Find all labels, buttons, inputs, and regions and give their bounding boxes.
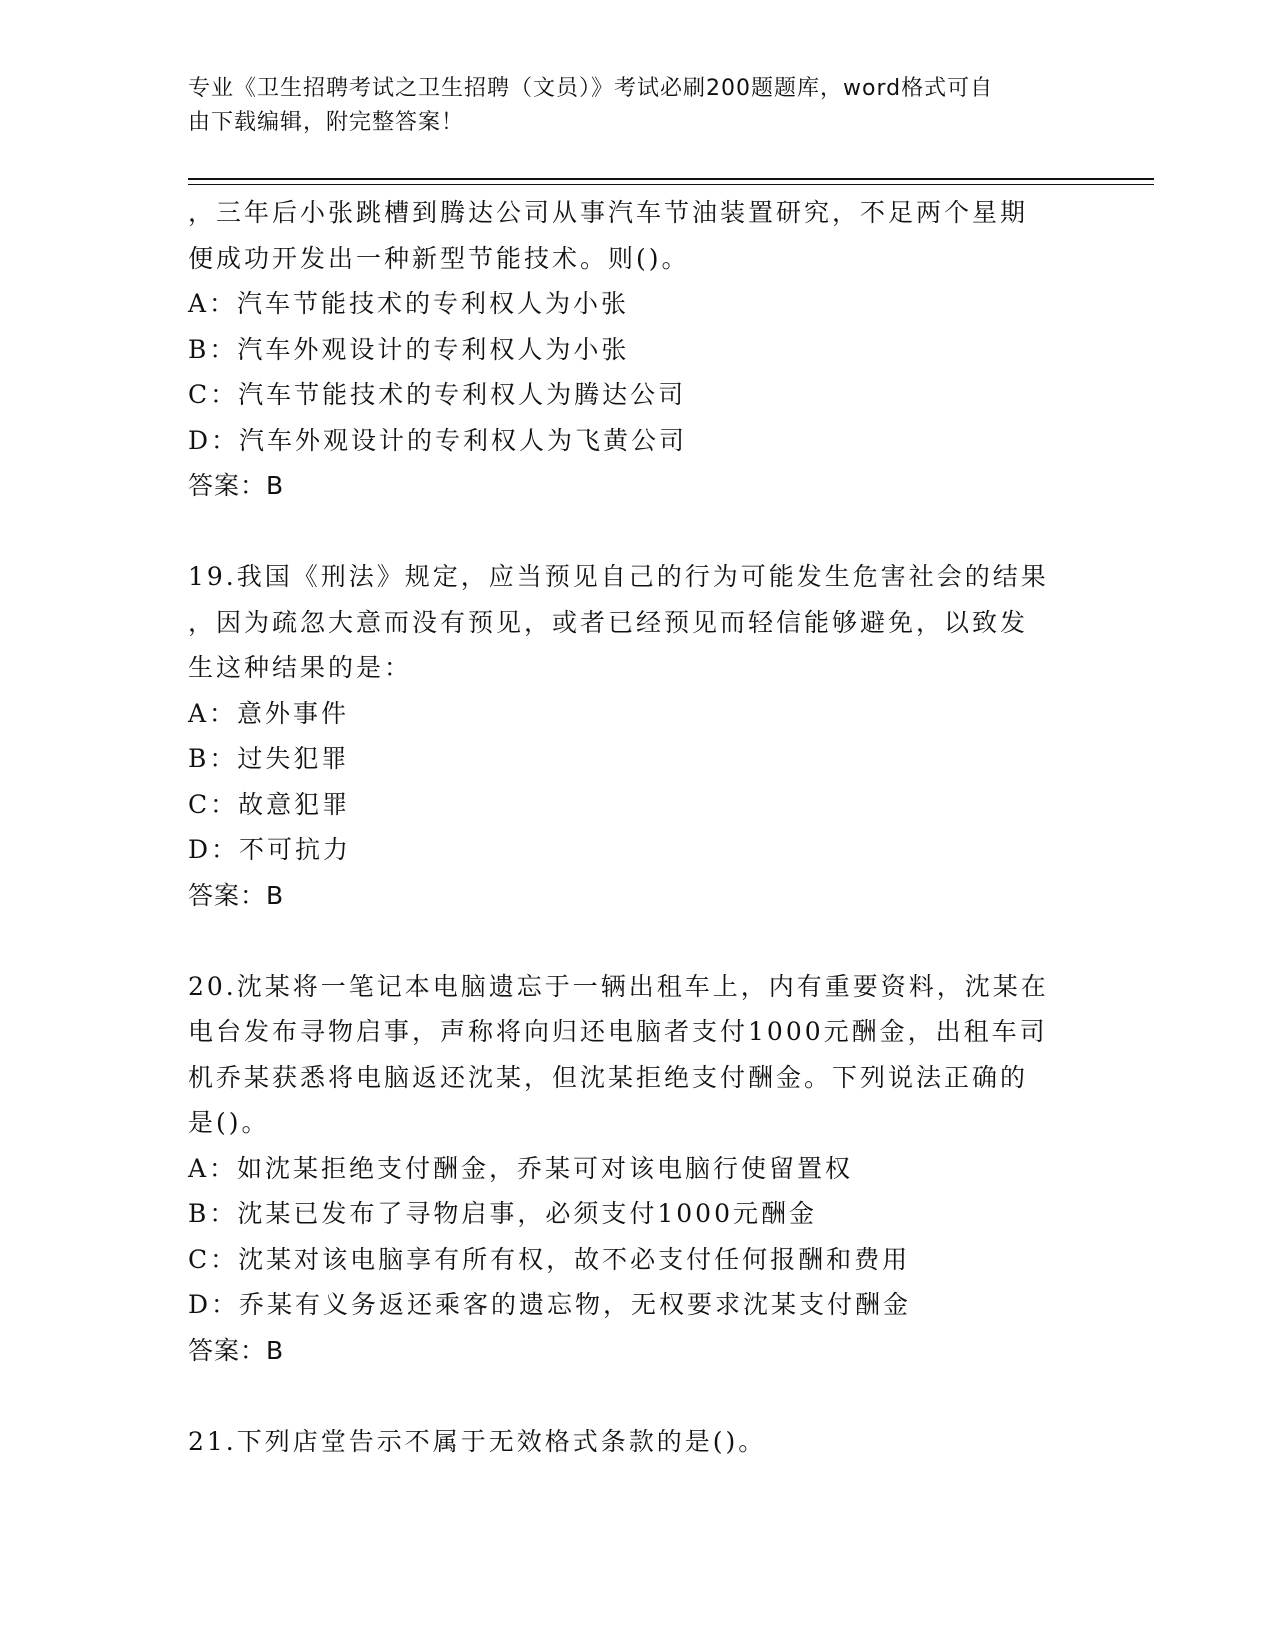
option-a: A：意外事件 — [188, 698, 350, 728]
question-stem-line: 21.下列店堂告示不属于无效格式条款的是()。 — [188, 1426, 767, 1456]
question-stem-line: 19.我国《刑法》规定，应当预见自己的行为可能发生危害社会的结果 — [188, 562, 1049, 591]
question-stem-line: ，三年后小张跳槽到腾达公司从事汽车节油装置研究，不足两个星期 — [188, 198, 1029, 227]
option-b: B：过失犯罪 — [188, 744, 350, 773]
option-c: C：故意犯罪 — [188, 789, 351, 819]
spacer — [188, 918, 1088, 964]
question-18 — [188, 190, 1088, 509]
header-divider-thin — [188, 184, 1154, 185]
answer-label: 答案：B — [188, 880, 285, 910]
option-a: A：如沈某拒绝支付酬金，乔某可对该电脑行使留置权 — [188, 1153, 854, 1183]
question-21 — [188, 1419, 1088, 1465]
answer-label: 答案：B — [188, 471, 285, 500]
header-line-1: 专业《卫生招聘考试之卫生招聘（文员）》考试必刷200题题库，word格式可自 — [188, 76, 994, 101]
header-divider-thick — [188, 178, 1154, 180]
question-stem-line: 20.沈某将一笔记本电脑遗忘于一辆出租车上，内有重要资料，沈某在 — [188, 971, 1049, 1001]
spacer — [188, 1373, 1088, 1419]
question-19 — [188, 554, 1088, 918]
header-line-2: 由下载编辑，附完整答案！ — [188, 110, 465, 135]
option-d: D：乔某有义务返还乘客的遗忘物，无权要求沈某支付酬金 — [188, 1290, 912, 1319]
question-stem-line: 机乔某获悉将电脑返还沈某，但沈某拒绝支付酬金。下列说法正确的 — [188, 1062, 1029, 1092]
question-stem-line: 便成功开发出一种新型节能技术。则()。 — [188, 243, 690, 273]
question-20 — [188, 964, 1088, 1374]
question-stem-line: 电台发布寻物启事，声称将向归还电脑者支付1000元酬金，出租车司 — [188, 1017, 1048, 1046]
option-c: C：沈某对该电脑享有所有权，故不必支付任何报酬和费用 — [188, 1244, 911, 1274]
question-content — [188, 190, 1088, 1464]
option-b: B：沈某已发布了寻物启事，必须支付1000元酬金 — [188, 1199, 817, 1228]
option-b: B：汽车外观设计的专利权人为小张 — [188, 334, 630, 364]
question-stem-line: 是()。 — [188, 1108, 270, 1137]
spacer — [188, 509, 1088, 555]
option-c: C：汽车节能技术的专利权人为腾达公司 — [188, 380, 687, 409]
option-a: A：汽车节能技术的专利权人为小张 — [188, 289, 630, 318]
question-stem-line: ，因为疏忽大意而没有预见，或者已经预见而轻信能够避免，以致发 — [188, 607, 1029, 637]
document-header — [188, 72, 1068, 140]
option-d: D：不可抗力 — [188, 835, 352, 864]
answer-label: 答案：B — [188, 1335, 285, 1365]
option-d: D：汽车外观设计的专利权人为飞黄公司 — [188, 425, 688, 455]
question-stem-line: 生这种结果的是： — [188, 653, 413, 682]
